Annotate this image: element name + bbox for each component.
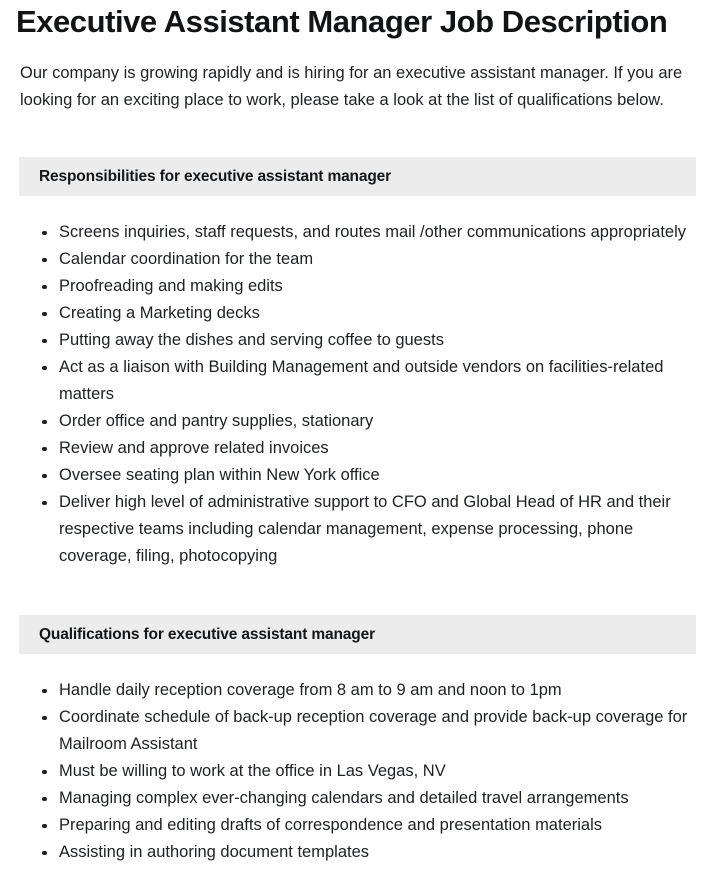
section-heading-label: Qualifications for executive assistant manager xyxy=(39,625,375,643)
list-item: Preparing and editing drafts of correspondence and presentation materials xyxy=(0,812,700,839)
list-item: Assisting in authoring document templates xyxy=(0,839,700,866)
list-item: Oversee seating plan within New York office xyxy=(0,462,700,489)
list-item: Putting away the dishes and serving coffee to guests xyxy=(0,327,700,354)
intro-paragraph: Our company is growing rapidly and is hiring for an executive assistant manager. If you are looking for an exciting place to work, please take a look at the list of qualifications below. xyxy=(20,64,683,109)
list-item: Must be willing to work at the office in Las Vegas, NV xyxy=(0,758,700,785)
list-item: Managing complex ever-changing calendars and detailed travel arrangements xyxy=(0,785,700,812)
section-header-qualifications xyxy=(19,615,696,654)
section-heading-label: Responsibilities for executive assistant manager xyxy=(39,167,392,185)
list-item: Calendar coordination for the team xyxy=(0,246,700,273)
list-item: Coordinate schedule of back-up reception coverage and provide back-up coverage for Mailroom Assistant xyxy=(0,704,700,758)
list-item: Review and approve related invoices xyxy=(0,435,700,462)
qualifications-list xyxy=(0,677,700,866)
list-item: Order office and pantry supplies, stationary xyxy=(0,408,700,435)
list-item: Act as a liaison with Building Management and outside vendors on facilities-related matters xyxy=(0,354,700,408)
responsibilities-list xyxy=(0,219,700,570)
list-item: Screens inquiries, staff requests, and routes mail /other communications appropriately xyxy=(0,219,700,246)
section-header-responsibilities xyxy=(19,157,696,196)
list-item: Deliver high level of administrative support to CFO and Global Head of HR and their respective teams including calendar management, expense processing, phone coverage, filing, photocopying xyxy=(0,489,700,570)
list-item: Creating a Marketing decks xyxy=(0,300,700,327)
page-title: Executive Assistant Manager Job Description xyxy=(16,4,668,39)
list-item: Proofreading and making edits xyxy=(0,273,700,300)
list-item: Handle daily reception coverage from 8 am to 9 am and noon to 1pm xyxy=(0,677,700,704)
